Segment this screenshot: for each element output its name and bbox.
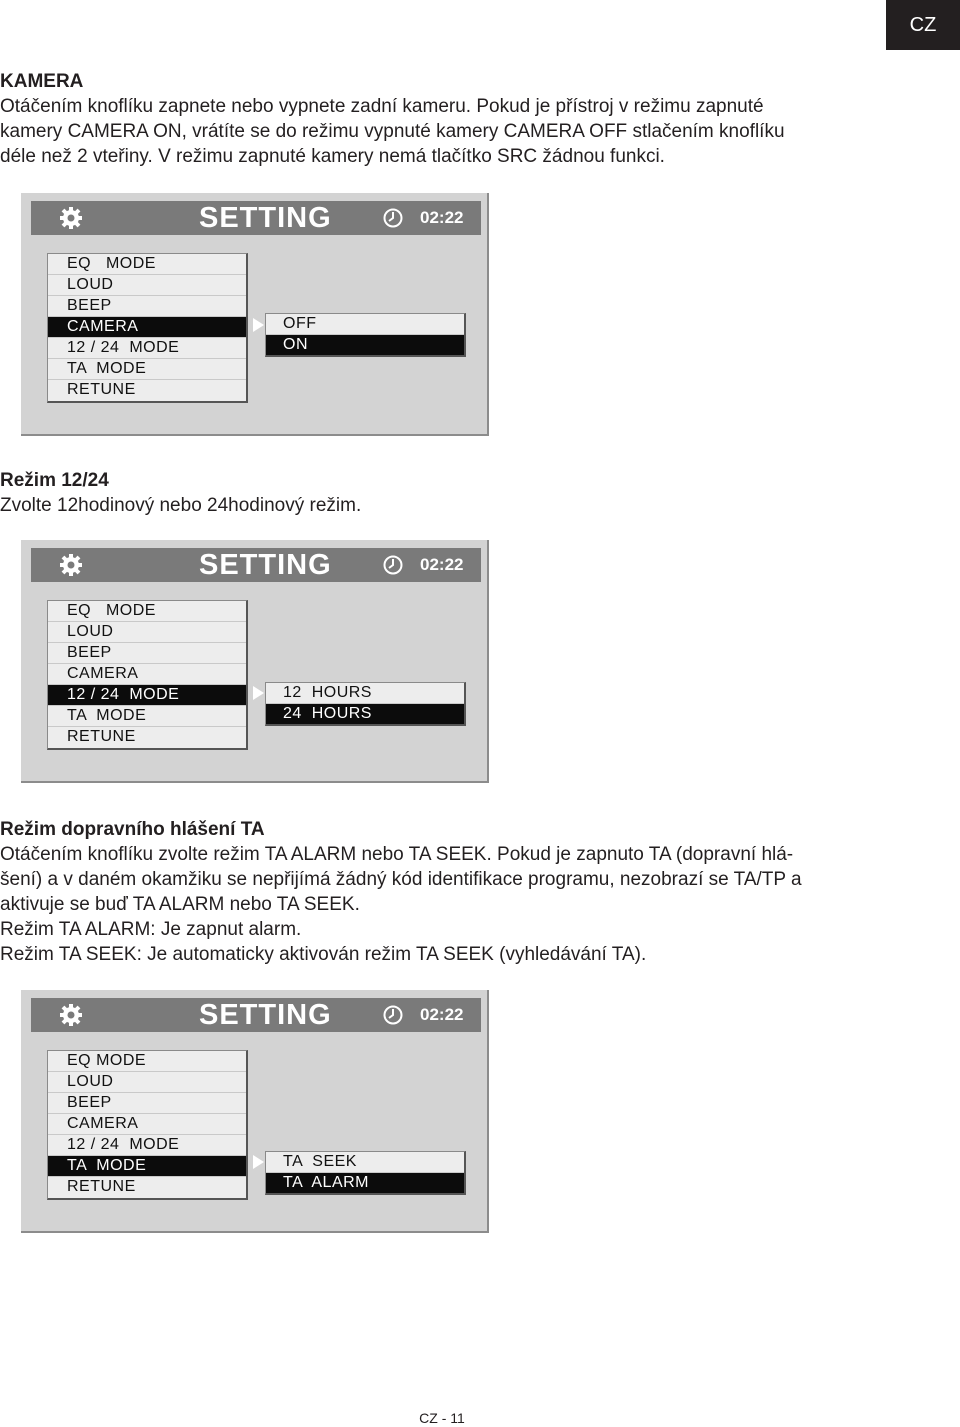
arrow-right-icon: [253, 318, 264, 332]
clock-time: 02:22: [420, 208, 464, 227]
setting-screen-12-24: [21, 540, 489, 783]
menu-item-loud[interactable]: LOUD: [48, 622, 246, 643]
setting-title: SETTING: [199, 999, 332, 1031]
paragraph-line: šení) a v daném okamžiku se nepřijímá žádný kód identifikace programu, nezobrazí se TA/TP a: [0, 869, 802, 890]
paragraph-line: Režim TA ALARM: Je zapnut alarm.: [0, 919, 302, 940]
section-heading: KAMERA: [0, 71, 84, 92]
arrow-right-icon: [253, 686, 264, 700]
option-ta-alarm[interactable]: TA ALARM: [266, 1173, 464, 1193]
setting-titlebar: [31, 998, 481, 1032]
clock-icon: [383, 555, 403, 575]
clock-icon: [383, 1005, 403, 1025]
setting-title: SETTING: [199, 549, 332, 581]
setting-screen-ta-mode: [21, 990, 489, 1233]
option-off[interactable]: OFF: [266, 314, 464, 335]
setting-screen-camera: [21, 193, 489, 436]
menu-item-ta-mode[interactable]: TA MODE: [48, 359, 246, 380]
option-ta-seek[interactable]: TA SEEK: [266, 1152, 464, 1173]
option-on[interactable]: ON: [266, 335, 464, 355]
option-list: [265, 682, 466, 726]
option-list: [265, 1151, 466, 1195]
menu-item-ta-mode[interactable]: TA MODE: [48, 706, 246, 727]
option-24-hours[interactable]: 24 HOURS: [266, 704, 464, 724]
setting-menu: [47, 253, 248, 403]
paragraph-line: Otáčením knoflíku zapnete nebo vypnete zadní kameru. Pokud je přístroj v režimu zapnuté: [0, 96, 764, 117]
section-ta-mode: [0, 818, 900, 967]
clock-icon: [383, 208, 403, 228]
clock-time: 02:22: [420, 1005, 464, 1024]
menu-item-retune[interactable]: RETUNE: [67, 728, 136, 745]
section-12-24-mode: [0, 469, 900, 518]
setting-title: SETTING: [199, 202, 332, 234]
setting-menu: [47, 600, 248, 750]
paragraph-line: déle než 2 vteřiny. V režimu zapnuté kamery nemá tlačítko SRC žádnou funkci.: [0, 146, 665, 167]
language-tab: CZ: [886, 0, 960, 50]
menu-item-beep[interactable]: BEEP: [48, 643, 246, 664]
setting-titlebar: [31, 201, 481, 235]
section-heading: Režim 12/24: [0, 470, 109, 491]
menu-item-retune[interactable]: RETUNE: [67, 381, 136, 398]
page-number: CZ - 11: [419, 1410, 465, 1426]
paragraph-line: Otáčením knoflíku zvolte režim TA ALARM nebo TA SEEK. Pokud je zapnuto TA (dopravní hlá-: [0, 844, 794, 865]
option-list: [265, 313, 466, 357]
menu-item-camera[interactable]: CAMERA: [48, 664, 246, 685]
menu-item-loud[interactable]: LOUD: [48, 1072, 246, 1093]
gear-icon: [59, 1003, 83, 1027]
menu-item-beep[interactable]: BEEP: [48, 296, 246, 317]
menu-item-camera[interactable]: CAMERA: [48, 317, 246, 338]
menu-item-ta-mode[interactable]: TA MODE: [48, 1156, 246, 1177]
section-camera: [0, 70, 900, 169]
menu-item-retune[interactable]: RETUNE: [67, 1178, 136, 1195]
menu-item-camera[interactable]: CAMERA: [48, 1114, 246, 1135]
paragraph-line: Zvolte 12hodinový nebo 24hodinový režim.: [0, 495, 362, 516]
section-heading: Režim dopravního hlášení TA: [0, 819, 265, 840]
setting-titlebar: [31, 548, 481, 582]
clock-time: 02:22: [420, 555, 464, 574]
option-12-hours[interactable]: 12 HOURS: [266, 683, 464, 704]
menu-item-12-24-mode[interactable]: 12 / 24 MODE: [48, 685, 246, 706]
paragraph-line: aktivuje se buď TA ALARM nebo TA SEEK.: [0, 894, 360, 915]
arrow-right-icon: [253, 1155, 264, 1169]
menu-item-12-24-mode[interactable]: 12 / 24 MODE: [48, 1135, 246, 1156]
menu-item-12-24-mode[interactable]: 12 / 24 MODE: [48, 338, 246, 359]
menu-item-eq-mode[interactable]: EQ MODE: [48, 1051, 246, 1072]
gear-icon: [59, 553, 83, 577]
menu-item-loud[interactable]: LOUD: [48, 275, 246, 296]
menu-item-eq-mode[interactable]: EQ MODE: [48, 601, 246, 622]
setting-menu: [47, 1050, 248, 1200]
paragraph-line: Režim TA SEEK: Je automaticky aktivován režim TA SEEK (vyhledávání TA).: [0, 944, 647, 965]
gear-icon: [59, 206, 83, 230]
menu-item-eq-mode[interactable]: EQ MODE: [48, 254, 246, 275]
menu-item-beep[interactable]: BEEP: [48, 1093, 246, 1114]
paragraph-line: kamery CAMERA ON, vrátíte se do režimu vypnuté kamery CAMERA OFF stlačením knoflíku: [0, 121, 785, 142]
